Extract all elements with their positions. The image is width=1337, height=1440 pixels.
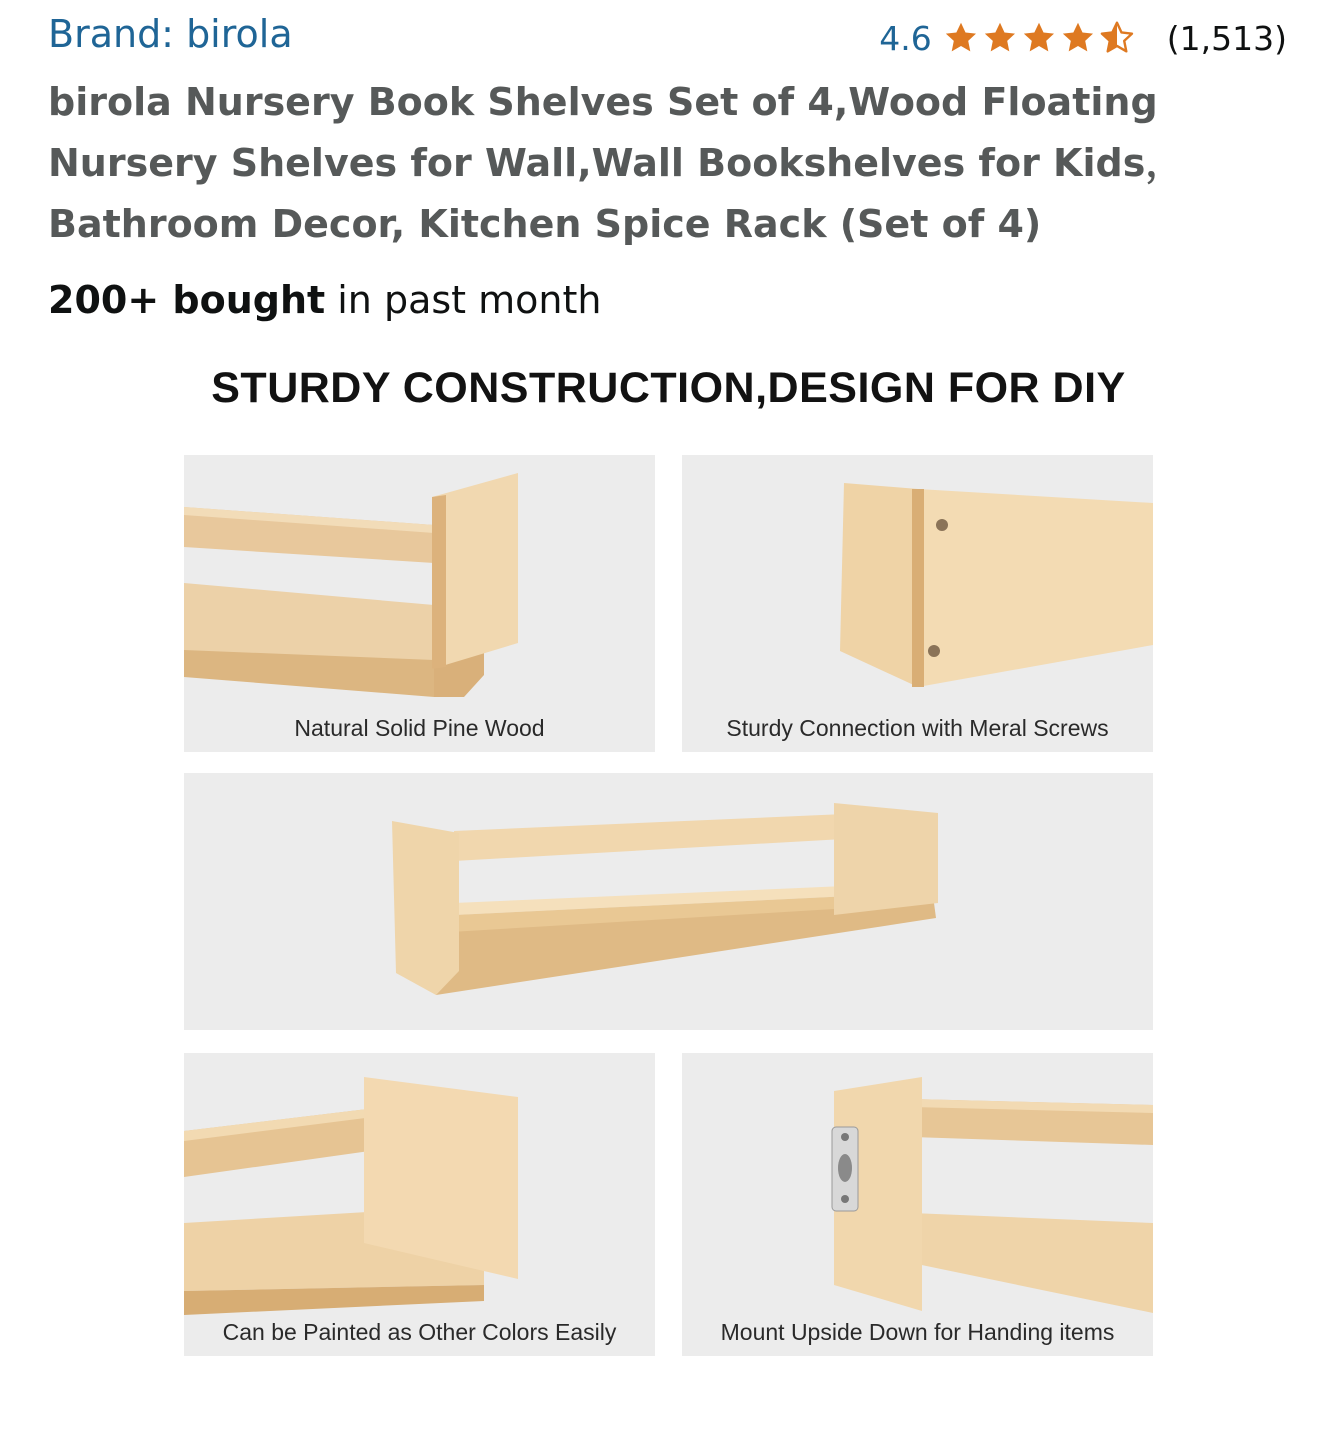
bought-in-past-month [48, 272, 602, 328]
rating-value: 4.6 [879, 18, 932, 58]
panel-caption: Sturdy Connection with Meral Screws [726, 715, 1109, 741]
star-half-icon [1098, 20, 1136, 56]
panel-caption: Mount Upside Down for Handing items [720, 1319, 1115, 1345]
image-panel-full-shelf [184, 773, 1153, 1030]
panel-caption: Natural Solid Pine Wood [294, 715, 545, 741]
shelf-joint-illustration [682, 455, 1153, 752]
shelf-upside-down-illustration [682, 1053, 1153, 1356]
shelf-paintable-illustration [184, 1053, 655, 1356]
image-heading: STURDY CONSTRUCTION,DESIGN FOR DIY [211, 364, 1126, 412]
star-full-icon [942, 20, 980, 56]
panel-caption: Can be Painted as Other Colors Easily [222, 1319, 617, 1345]
image-panel-paintable [184, 1053, 655, 1356]
star-full-icon [1059, 20, 1097, 56]
image-panel-metal-screws [682, 455, 1153, 752]
star-rating[interactable] [942, 20, 1137, 56]
product-image[interactable] [0, 350, 1337, 1390]
star-full-icon [981, 20, 1019, 56]
full-shelf-illustration [184, 773, 1153, 1030]
image-panel-upside-down [682, 1053, 1153, 1356]
shelf-end-illustration [184, 455, 655, 752]
brand-link[interactable]: Brand: birola [48, 12, 293, 56]
bought-suffix: in past month [325, 278, 602, 322]
product-title: birola Nursery Book Shelves Set of 4,Wood Floating Nursery Shelves for Wall,Wall Bookshelves for Kids， Bathroom Decor, Kitchen Spice Rack (Set of 4) [48, 80, 1184, 246]
bought-count: 200+ bought [48, 278, 326, 322]
star-full-icon [1020, 20, 1058, 56]
rating-summary[interactable] [879, 14, 1287, 62]
review-count[interactable]: (1,513) [1166, 18, 1287, 58]
image-panel-solid-pine [184, 455, 655, 752]
